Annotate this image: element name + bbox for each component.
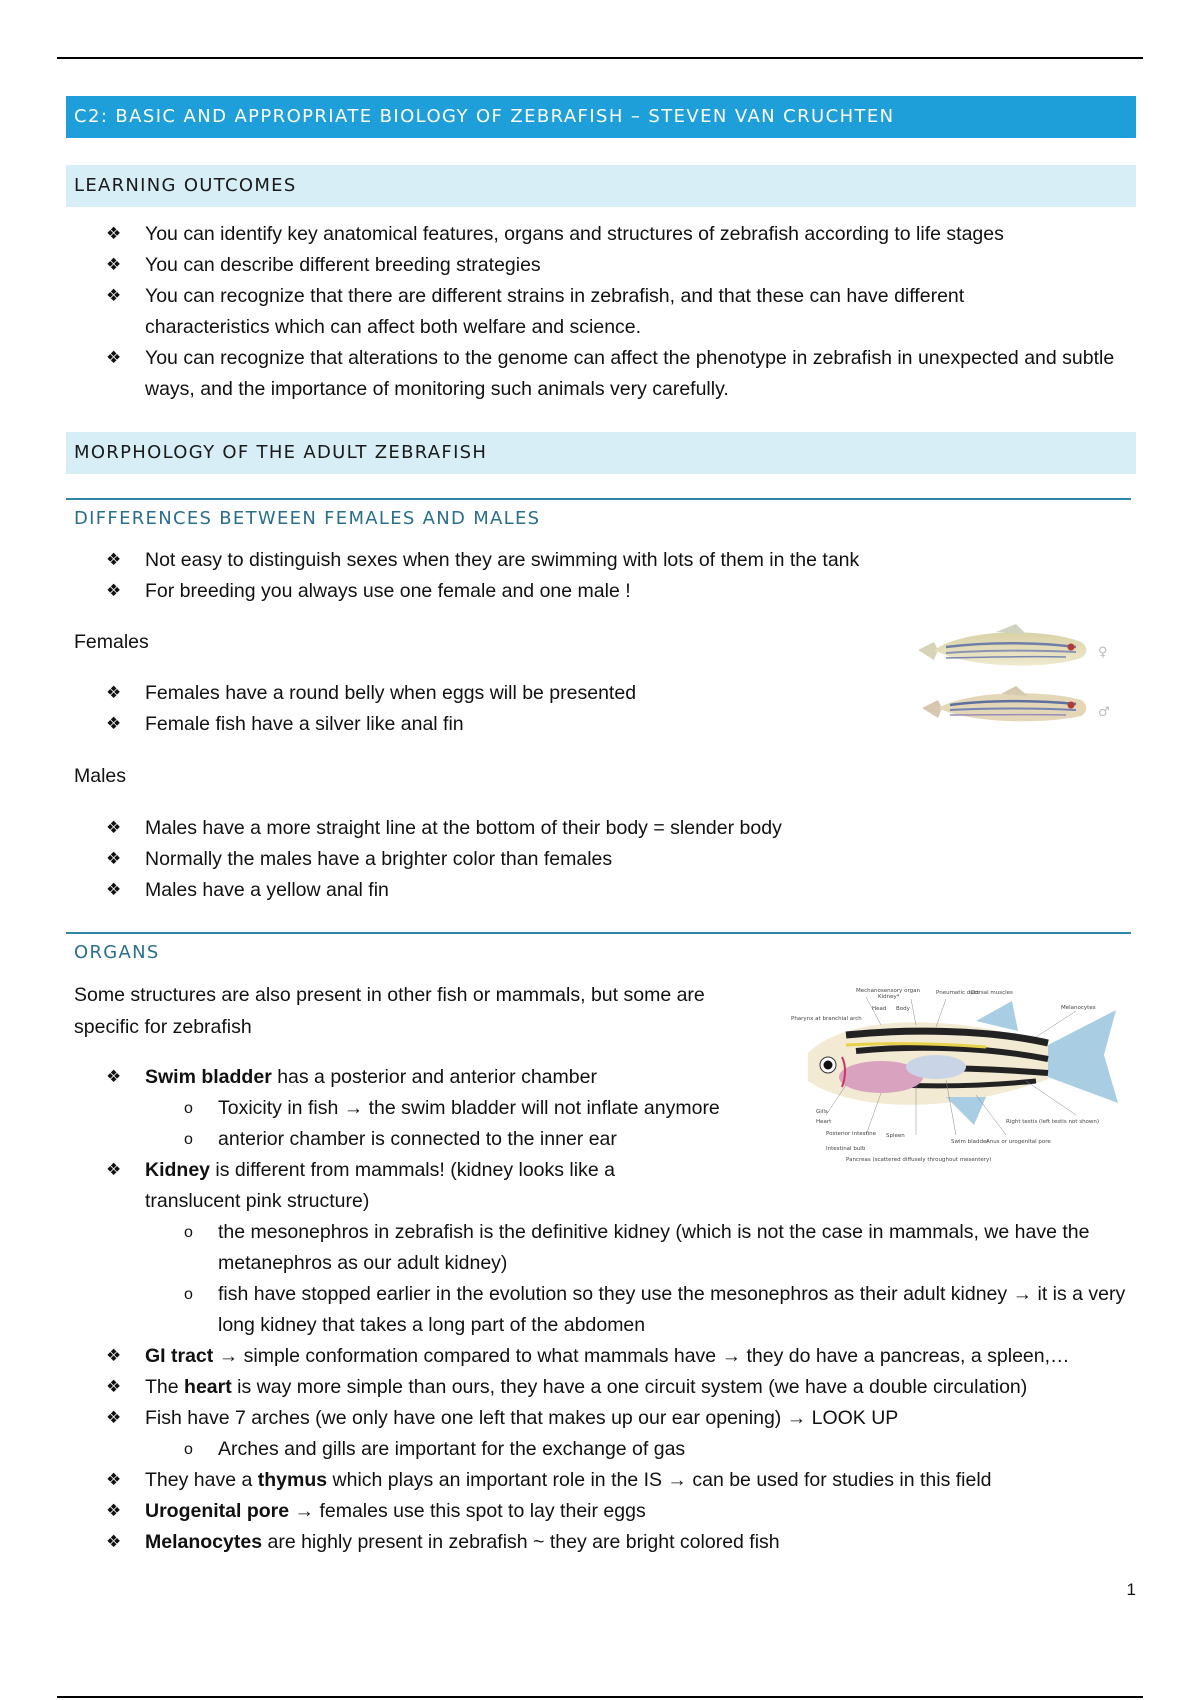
melanocytes-text: are highly present in zebrafish ~ they are bright colored fish	[262, 1531, 780, 1553]
list-item	[106, 1403, 1146, 1465]
swim-bladder-sublist	[145, 1093, 1146, 1155]
female-symbol: ♀	[1098, 645, 1108, 660]
gi-tract-text: → simple conformation compared to what mammals have → they do have a pancreas, a spleen,…	[213, 1345, 1070, 1367]
males-label: Males	[74, 765, 127, 787]
label-pancreas: Pancreas (scattered diffusely throughout mesentery)	[846, 1157, 992, 1163]
list-item: ❖ You can recognize that there are different strains in zebrafish, and that these can have different characteristics which can affect both welfare and science.	[106, 281, 1045, 343]
arches-text: Fish have 7 arches (we only have one left that makes up our ear opening) → LOOK UP	[145, 1407, 899, 1429]
list-item	[106, 1155, 1146, 1341]
females-list	[106, 678, 886, 740]
list-item: ❖ Males have a yellow anal fin	[106, 875, 1106, 906]
gi-tract-term: GI tract	[145, 1345, 214, 1367]
label-intestinal: Intestinal bulb	[826, 1146, 866, 1152]
label-body: Body	[896, 1006, 910, 1012]
kidney-term: Kidney	[145, 1159, 211, 1181]
list-item: o Toxicity in fish → the swim bladder will not inflate anymore	[145, 1093, 1146, 1124]
list-item	[106, 1062, 1146, 1155]
list-item: ❖ You can recognize that alterations to the genome can affect the phenotype in zebrafish in unexpected and subtle ways, and the importance of monitoring such animals very carefully.	[106, 343, 1145, 405]
list-item	[106, 1465, 1146, 1496]
female-fish	[918, 624, 1086, 666]
label-posterior: Posterior intestine	[826, 1131, 877, 1137]
list-item	[106, 1496, 1146, 1527]
organs-intro: Some structures are also present in other fish or mammals, but some are specific for zebrafish	[74, 984, 705, 1038]
top-rule	[57, 57, 1143, 59]
differences-general-list	[106, 545, 1106, 607]
label-pneumatic: Pneumatic duct	[936, 990, 979, 996]
label-heart: Heart	[816, 1119, 832, 1125]
arches-sublist	[145, 1434, 1146, 1465]
zebrafish-pair-illustration	[916, 620, 1116, 750]
melanocytes-term: Melanocytes	[145, 1531, 263, 1553]
label-melanocytes: Melanocytes	[1061, 1005, 1096, 1011]
urogenital-term: Urogenital pore	[145, 1500, 290, 1522]
label-testis: Right testis (left testis not shown)	[1006, 1119, 1100, 1125]
thymus-term: thymus	[257, 1469, 328, 1491]
list-item: ❖ Females have a round belly when eggs will be presented	[106, 678, 886, 709]
male-symbol: ♂	[1098, 705, 1110, 720]
label-spleen: Spleen	[886, 1133, 905, 1139]
kidney-text: is different from mammals! (kidney looks like a translucent pink structure)	[145, 1159, 615, 1212]
urogenital-text: → females use this spot to lay their eggs	[289, 1500, 646, 1522]
list-item: ❖ Not easy to distinguish sexes when they are swimming with lots of them in the tank	[106, 545, 1106, 576]
females-label: Females	[74, 631, 149, 653]
swim-bladder-term: Swim bladder	[145, 1066, 272, 1088]
list-item: o anterior chamber is connected to the inner ear	[145, 1124, 1146, 1155]
list-item	[106, 1527, 1146, 1558]
organs-heading: ORGANS	[66, 932, 1131, 963]
male-fish	[922, 686, 1086, 721]
list-item: ❖ Males have a more straight line at the bottom of their body = slender body	[106, 813, 1106, 844]
heart-prefix: The	[145, 1376, 185, 1398]
heart-text: is way more simple than ours, they have a one circuit system (we have a double circulation)	[231, 1376, 1028, 1398]
differences-heading: DIFFERENCES BETWEEN FEMALES AND MALES	[66, 498, 1131, 529]
chapter-title-banner: C2: BASIC AND APPROPRIATE BIOLOGY OF ZEBRAFISH – STEVEN VAN CRUCHTEN	[66, 96, 1136, 138]
thymus-prefix: They have a	[145, 1469, 258, 1491]
learning-outcomes-heading: LEARNING OUTCOMES	[66, 165, 1136, 207]
label-gills: Gills	[816, 1109, 828, 1115]
label-head: Head	[872, 1006, 887, 1012]
list-item: o Arches and gills are important for the exchange of gas	[145, 1434, 1146, 1465]
list-item: ❖ For breeding you always use one female and one male !	[106, 576, 1106, 607]
label-pharynx: Pharynx at branchial arch	[791, 1016, 862, 1022]
label-swim: Swim bladder	[951, 1139, 989, 1145]
bottom-rule	[57, 1696, 1143, 1698]
males-list	[106, 813, 1106, 906]
list-item: o the mesonephros in zebrafish is the definitive kidney (which is not the case in mammals, we have the metanephros as our adult kidney)	[145, 1217, 1146, 1279]
zebrafish-sexes-image	[916, 620, 1116, 750]
label-mechanosensory: Mechanosensory organ	[856, 988, 920, 994]
swim-bladder-text: has a posterior and anterior chamber	[271, 1066, 597, 1088]
dorsal-fin	[976, 1001, 1018, 1031]
learning-outcomes-list	[106, 219, 1126, 405]
list-item: ❖ Normally the males have a brighter color than females	[106, 844, 1106, 875]
kidney-sublist	[145, 1217, 1146, 1341]
label-dorsal: Dorsal muscles	[971, 990, 1013, 996]
organs-list	[106, 1062, 1146, 1558]
page-number: 1	[1126, 1580, 1136, 1599]
list-item	[106, 1372, 1146, 1403]
list-item: ❖ You can describe different breeding strategies	[106, 250, 1126, 281]
morphology-heading: MORPHOLOGY OF THE ADULT ZEBRAFISH	[66, 432, 1136, 474]
label-anus: Anus or urogenital pore	[986, 1139, 1051, 1145]
heart-term: heart	[184, 1376, 232, 1398]
kidney-line	[145, 1155, 705, 1217]
list-item: ❖ Female fish have a silver like anal fin	[106, 709, 886, 740]
label-kidney: Kidney*	[878, 994, 900, 1000]
thymus-text: which plays an important role in the IS → can be used for studies in this field	[327, 1469, 992, 1491]
list-item: ❖ You can identify key anatomical features, organs and structures of zebrafish according to life stages	[106, 219, 1126, 250]
list-item	[106, 1341, 1146, 1372]
list-item: o fish have stopped earlier in the evolution so they use the mesonephros as their adult kidney → it is a very long kidney that takes a long part of the abdomen	[145, 1279, 1146, 1341]
